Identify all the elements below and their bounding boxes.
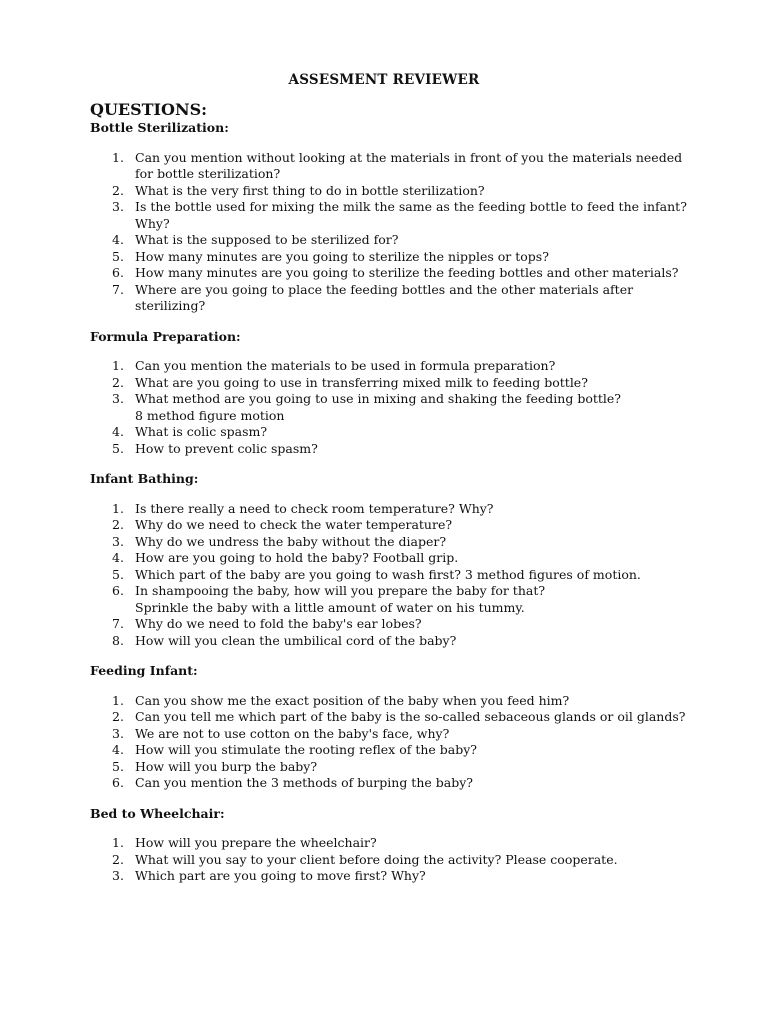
question-list	[90, 835, 690, 885]
question-item	[90, 150, 690, 183]
question-list	[90, 150, 690, 315]
question-item	[90, 775, 690, 792]
answer-note: Sprinkle the baby with a little amount of water on his tummy.	[135, 599, 525, 615]
question-item	[90, 249, 690, 266]
question-number: 1.	[112, 358, 124, 373]
question-text: Which part of the baby are you going to wash first? 3 method figures of motion.	[135, 566, 641, 582]
question-item	[90, 633, 690, 650]
question-text: Why do we undress the baby without the diaper?	[135, 533, 447, 549]
question-text: Why do we need to check the water temperature?	[135, 517, 453, 532]
section-title: Bed to Wheelchair:	[90, 805, 225, 821]
question-item	[90, 550, 690, 567]
question-item	[90, 616, 690, 633]
question-number: 2.	[112, 374, 124, 390]
question-number: 6.	[112, 583, 124, 598]
question-number: 1.	[112, 835, 124, 850]
question-item	[90, 567, 690, 584]
question-text: Why do we need to fold the baby's ear lobes?	[135, 616, 422, 631]
question-number: 5.	[112, 248, 124, 264]
question-text: How will you burp the baby?	[135, 758, 318, 774]
section-title: Infant Bathing:	[90, 471, 199, 486]
question-item	[90, 391, 690, 424]
question-list	[90, 501, 690, 650]
question-number: 2.	[112, 517, 124, 532]
questions-content	[90, 120, 690, 899]
question-item	[90, 835, 690, 852]
question-item	[90, 742, 690, 759]
question-number: 2.	[112, 709, 124, 724]
question-item	[90, 759, 690, 776]
section	[90, 471, 690, 649]
section-title: Bottle Sterilization:	[90, 120, 229, 135]
question-number: 1.	[112, 149, 124, 165]
question-text: How many minutes are you going to sterilize the nipples or tops?	[135, 248, 549, 264]
question-text: Which part are you going to move first? Why?	[135, 868, 426, 883]
question-item	[90, 358, 690, 375]
question-text: Can you show me the exact position of the baby when you feed him?	[135, 692, 570, 708]
question-text: Can you mention the 3 methods of burping the baby?	[135, 775, 473, 790]
question-text: What is the very first thing to do in bottle sterilization?	[135, 182, 485, 198]
question-text: What is the supposed to be sterilized for?	[135, 232, 399, 247]
question-item	[90, 534, 690, 551]
question-item	[90, 726, 690, 743]
question-item	[90, 265, 690, 282]
question-number: 1.	[112, 692, 124, 708]
question-number: 4.	[112, 742, 124, 757]
question-item	[90, 852, 690, 869]
question-number: 4.	[112, 550, 124, 565]
question-text: In shampooing the baby, how will you prepare the baby for that?	[135, 583, 546, 598]
question-text: How will you clean the umbilical cord of the baby?	[135, 632, 457, 648]
question-text: Can you mention without looking at the materials in front of you the materials needed for bottle sterilization?	[135, 149, 683, 181]
question-text: How will you prepare the wheelchair?	[135, 835, 377, 850]
question-number: 1.	[112, 500, 124, 516]
question-item	[90, 424, 690, 441]
section	[90, 329, 690, 458]
section	[90, 663, 690, 792]
question-number: 6.	[112, 265, 124, 280]
question-number: 4.	[112, 232, 124, 247]
question-item	[90, 693, 690, 710]
question-text: Can you mention the materials to be used in formula preparation?	[135, 358, 556, 373]
question-number: 5.	[112, 758, 124, 774]
question-number: 2.	[112, 851, 124, 867]
question-text: What method are you going to use in mixing and shaking the feeding bottle?	[135, 391, 621, 406]
question-number: 5.	[112, 566, 124, 582]
question-text: How many minutes are you going to sterilize the feeding bottles and other materials?	[135, 265, 679, 280]
section	[90, 120, 690, 315]
document-title: ASSESMENT REVIEWER	[288, 72, 480, 88]
question-item	[90, 282, 690, 315]
question-number: 3.	[112, 533, 124, 549]
question-item	[90, 501, 690, 518]
question-number: 3.	[112, 725, 124, 741]
question-text: How are you going to hold the baby? Football grip.	[135, 550, 459, 565]
section-title: Formula Preparation:	[90, 328, 241, 344]
question-item	[90, 709, 690, 726]
question-number: 7.	[112, 616, 124, 631]
question-text: We are not to use cotton on the baby's face, why?	[135, 725, 450, 741]
question-text: Is there really a need to check room temperature? Why?	[135, 500, 494, 516]
question-item	[90, 583, 690, 616]
question-list	[90, 358, 690, 457]
section-title: Feeding Infant:	[90, 663, 198, 678]
question-number: 3.	[112, 391, 124, 406]
question-text: How to prevent colic spasm?	[135, 440, 318, 456]
question-number: 3.	[112, 868, 124, 883]
question-number: 3.	[112, 199, 124, 214]
question-item	[90, 232, 690, 249]
question-number: 8.	[112, 632, 124, 648]
question-item	[90, 199, 690, 232]
question-item	[90, 183, 690, 200]
question-item	[90, 441, 690, 458]
question-number: 4.	[112, 424, 124, 439]
question-text: Can you tell me which part of the baby is the so-called sebaceous glands or oil glands?	[135, 709, 686, 724]
question-text: How will you stimulate the rooting reflex of the baby?	[135, 742, 477, 757]
question-item	[90, 868, 690, 885]
question-text: What is colic spasm?	[135, 424, 268, 439]
question-number: 2.	[112, 182, 124, 198]
question-text: What will you say to your client before doing the activity? Please cooperate.	[135, 851, 618, 867]
question-text: What are you going to use in transferring mixed milk to feeding bottle?	[135, 374, 588, 390]
question-text: Is the bottle used for mixing the milk the same as the feeding bottle to feed the infant? Why?	[135, 199, 687, 231]
questions-heading: QUESTIONS:	[90, 100, 208, 119]
question-item	[90, 517, 690, 534]
question-number: 5.	[112, 440, 124, 456]
question-number: 7.	[112, 281, 124, 297]
question-item	[90, 375, 690, 392]
question-text: Where are you going to place the feeding bottles and the other materials after sterilizing?	[135, 281, 634, 313]
question-list	[90, 693, 690, 792]
section	[90, 806, 690, 885]
answer-note: 8 method figure motion	[135, 407, 285, 423]
question-number: 6.	[112, 775, 124, 790]
